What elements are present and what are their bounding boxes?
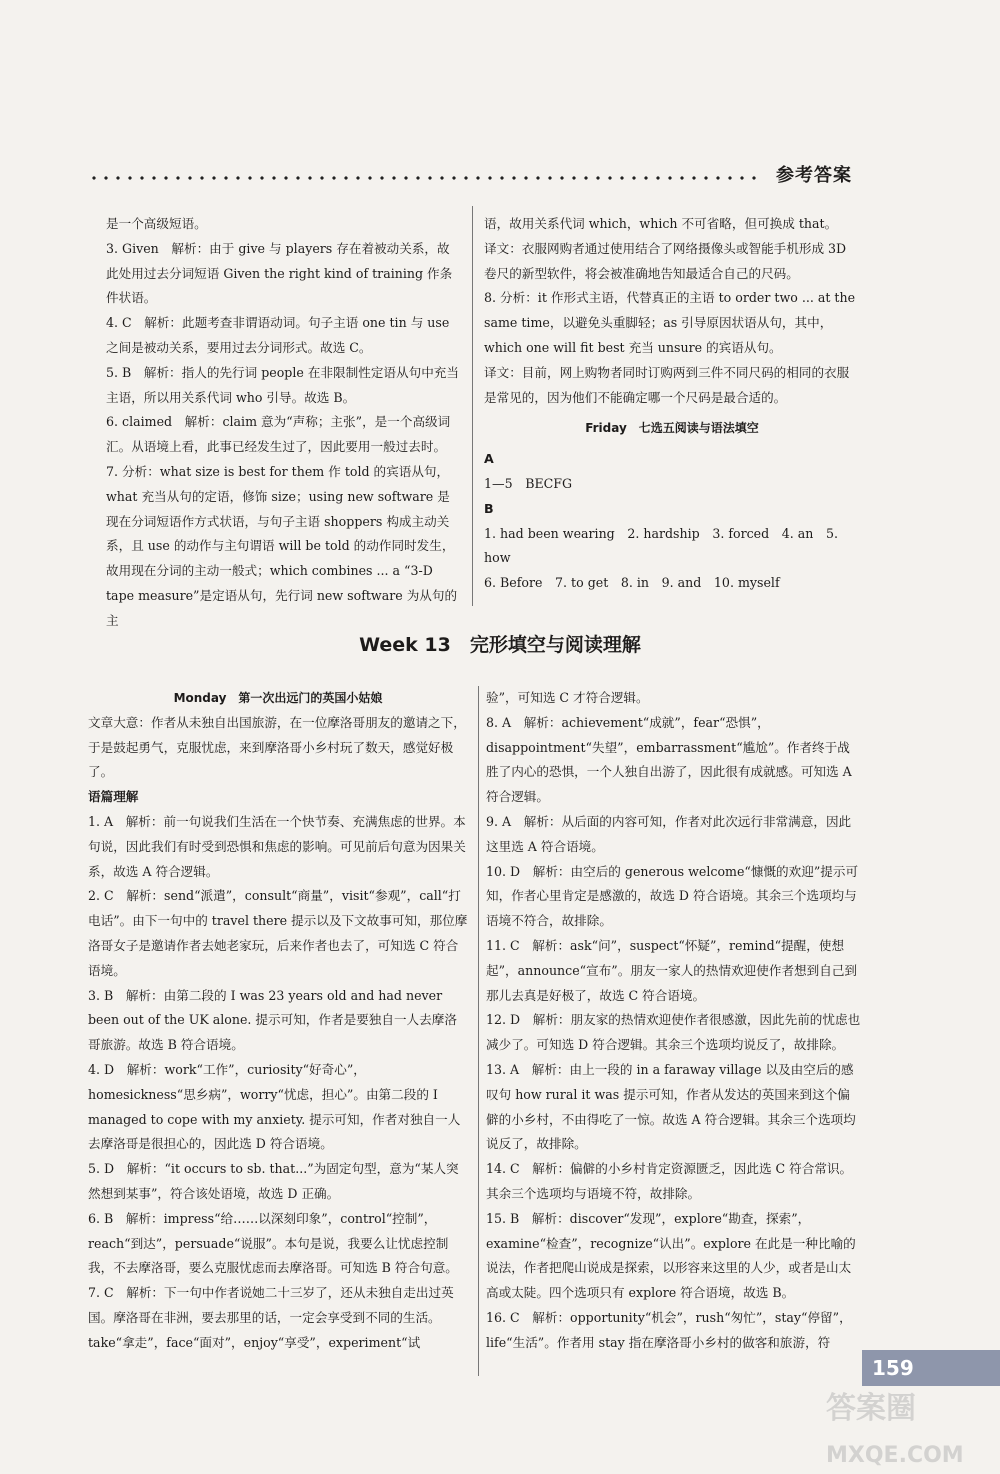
section-label-b: B [484,500,494,516]
answer-item: 5. B 解析：指人的先行词 people 在非限制性定语从句中充当主语，所以用关系代词 who 引导。故选 B。 [106,364,459,405]
monday-heading: Monday 第一次出远门的英国小姑娘 [173,691,383,705]
section-label-a: A [484,451,494,467]
top-right-column [484,212,860,596]
answer-item: 9. A 解析：从后面的内容可知，作者对此次远行非常满意，因此这里选 A 符合语境。 [486,813,852,854]
answer-item: 16. C 解析：opportunity“机会”，rush“匆忙”，stay“停留”，life“生活”。作者用 stay 指在摩洛哥小乡村的做客和旅游，符 [486,1309,852,1350]
answer-item: 6. B 解析：impress“给……以深刻印象”，control“控制”，reach“到达”，persuade“说服”。本句是说，我要么让忧虑控制我，不去摩洛哥，要么克服忧虑而去摩洛哥。可知选 B 符合句意。 [88,1210,458,1276]
answer-text: 是一个高级短语。 [106,216,207,231]
answer-item: 13. A 解析：由上一段的 in a faraway village 以及由空后的感叹句 how rural it was 提示可知，作者从发达的英国来到这个偏僻的小乡村，不由得吃了一惊。故选 A 符合逻辑。其余三个选项均说反了，故排除。 [486,1061,856,1152]
watermark-text: 答案圈 [826,1391,916,1426]
answer-item: 10. D 解析：由空后的 generous welcome“慷慨的欢迎”提示可知，作者心里肯定是感激的，故选 D 符合语境。其余三个选项均与语境不符合，故排除。 [486,863,859,929]
answer-item: 14. C 解析：偏僻的小乡村肯定资源匮乏，因此选 C 符合常识。其余三个选项均与语境不符，故排除。 [486,1161,853,1201]
answer-item: 7. 分析：what size is best for them 作 told 的宾语从句，what 充当从句的定语，修饰 size；using new software 是现在分词短语作方式状语，与句子主语 shoppers 构成主动关系，且 use 的动作与主句谓语 will be told 的动作同时发生，故用现在分词的主动一般式；which combines ... a “3-D tape measure”是定语从句，先行词 new software 为从句的主 [106,463,458,628]
friday-heading: Friday 七选五阅读与语法填空 [585,421,759,436]
answer-item: 15. B 解析：discover“发现”，explore“勘查，探索”，examine“检查”，recognize“认出”。explore 在此是一种比喻的说法，作者把爬山说成是探索，以形容来这里的人少，或者是山太高或太陡。四个选项只有 explore 符合语境，故选 B。 [486,1210,856,1301]
column-divider [472,206,473,606]
answer-item: 3. Given 解析：由于 give 与 players 存在着被动关系，故此处用过去分词短语 Given the right kind of training 作条件状语。 [106,240,453,306]
week-title: Week 13 完形填空与阅读理解 [359,634,641,656]
answer-item: 8. A 解析：achievement“成就”，fear“恐惧”，disappointment“失望”，embarrassment“尴尬”。作者终于战胜了内心的恐惧，一个人独自出游了，因此很有成就感。可知选 A 符合逻辑。 [486,714,852,805]
translation: 译文：目前，网上购物者同时订购两到三件不同尺码的相同的衣服是常见的，因为他们不能确定哪一个尺码是最合适的。 [484,364,850,405]
answer-item: 3. B 解析：由第二段的 I was 23 years old and had never been out of the UK alone. 提示可知，作者是要独自一人去摩洛哥旅游。故选 B 符合语境。 [88,987,457,1053]
bottom-left-column [88,686,468,1356]
answer-line: 1—5 BECFG [484,475,573,491]
answer-item: 1. A 解析：前一句说我们生活在一个快节奏、充满焦虑的世界。本句说，因此我们有时受到恐惧和焦虑的影响。可见前后句意为因果关系，故选 A 符合逻辑。 [88,813,466,879]
bottom-right-column [486,686,862,1356]
watermark-url: MXQE.COM [826,1443,964,1468]
answer-item: 11. C 解析：ask“问”，suspect“怀疑”，remind“提醒，使想起”，announce“宣布”。朋友一家人的热情欢迎使作者想到自己到那儿去真是好极了，故选 C 符合语境。 [486,937,858,1003]
column-divider [478,686,479,1376]
answer-line: 6. Before 7. to get 8. in 9. and 10. myself [484,575,780,591]
answer-item: 2. C 解析：send“派遣”，consult“商量”，visit“参观”，call“打电话”。由下一句中的 travel there 提示以及下文故事可知，那位摩洛哥女子是邀请作者去她老家玩，后来作者也去了，可知选 C 符合语境。 [88,888,468,978]
answer-item: 5. D 解析：“it occurs to sb. that...”为固定句型，意为“某人突然想到某事”，符合该处语境，故选 D 正确。 [88,1161,459,1201]
answer-item: 4. C 解析：此题考查非谓语动词。句子主语 one tin 与 use 之间是被动关系，要用过去分词形式。故选 C。 [106,315,450,355]
section-heading: 语篇理解 [88,789,139,805]
header-dotted-rule [88,176,760,180]
translation: 译文：衣服网购者通过使用结合了网络摄像头或智能手机形成 3D 卷尺的新型软件，将会被准确地告知最适合自己的尺码。 [484,240,847,281]
answer-text: 验”，可知选 C 才符合逻辑。 [486,690,649,705]
page-number: 159 [862,1350,1000,1386]
answer-item: 12. D 解析：朋友家的热情欢迎使作者很感激，因此先前的忧虑也减少了。可知选 D 符合逻辑。其余三个选项均说反了，故排除。 [486,1012,861,1053]
watermark-logo [820,1376,996,1472]
answer-item: 7. C 解析：下一句中作者说她二十三岁了，还从未独自走出过英国。摩洛哥在非洲，要去那里的话，一定会享受到不同的生活。take“拿走”，face“面对”，enjoy“享受”，experiment“试 [88,1285,454,1350]
top-left-column [106,212,462,634]
answer-item: 4. D 解析：work“工作”，curiosity“好奇心”，homesickness“思乡病”，worry“忧虑，担心”。由第二段的 I managed to cope with my anxiety. 提示可知，作者对独自一人去摩洛哥是很担心的，因此选 D 符合语境。 [88,1061,461,1152]
summary: 文章大意：作者从未独自出国旅游，在一位摩洛哥朋友的邀请之下，于是鼓起勇气，克服忧虑，来到摩洛哥小乡村玩了数天，感觉好极了。 [88,714,466,780]
answer-item: 8. 分析：it 作形式主语，代替真正的主语 to order two ... at the same time，以避免头重脚轻；as 引导原因状语从句，其中，which one will fit best 充当 unsure 的宾语从句。 [484,290,856,355]
answer-text: 语，故用关系代词 which，which 不可省略，但可换成 that。 [484,216,838,231]
header-title: 参考答案 [776,165,852,186]
answer-line: 1. had been wearing 2. hardship 3. forced 4. an 5. how [484,525,839,566]
answer-item: 6. claimed 解析：claim 意为“声称；主张”，是一个高级词汇。从语境上看，此事已经发生过了，因此要用一般过去时。 [106,414,451,455]
